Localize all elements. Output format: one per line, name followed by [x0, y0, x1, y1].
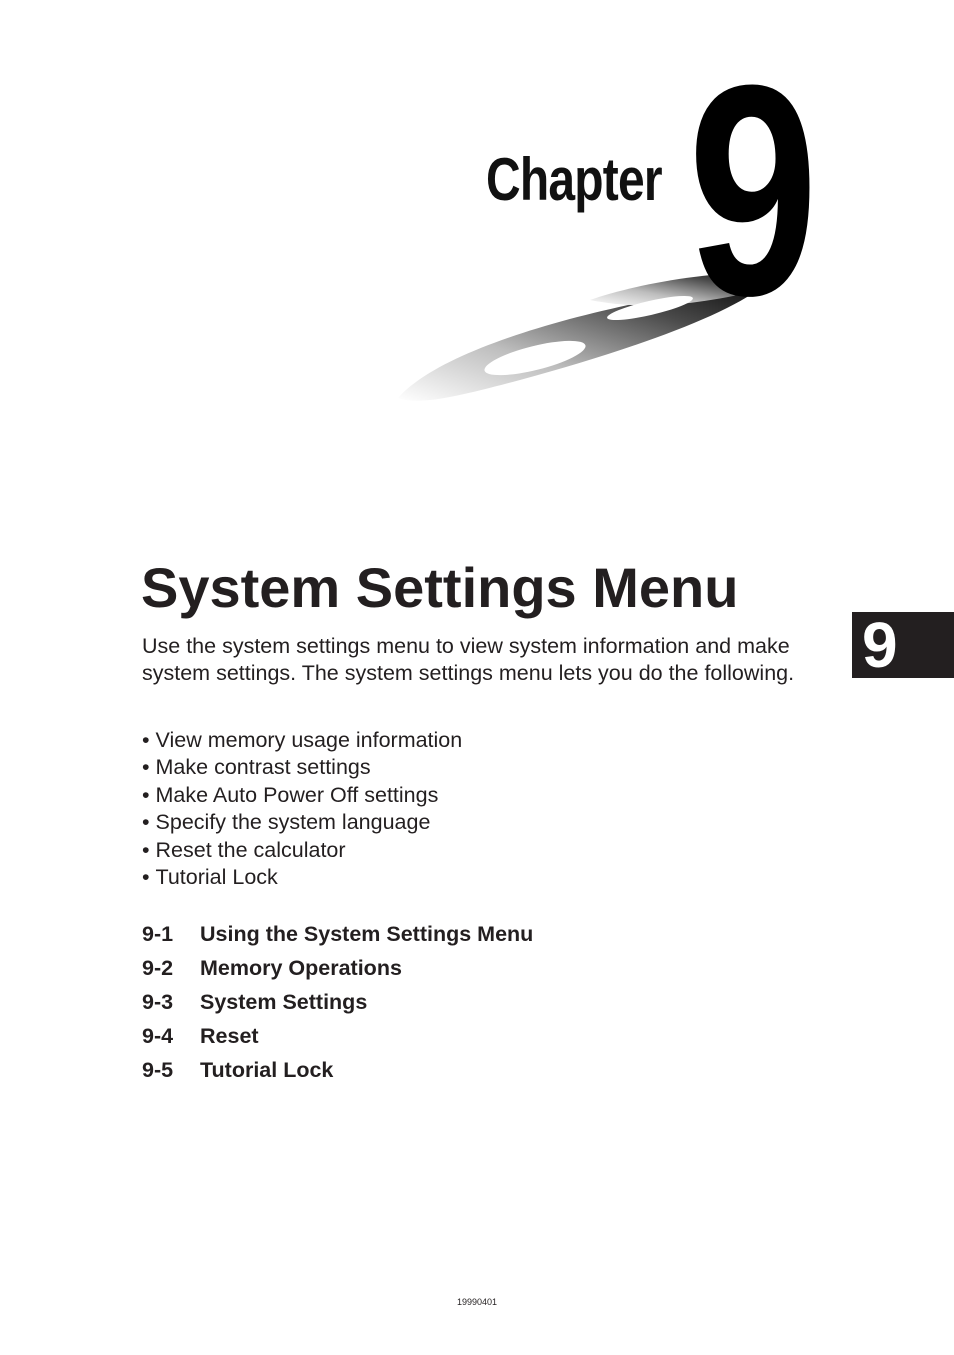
chapter-side-tab: 9	[852, 612, 954, 678]
toc-title: Using the System Settings Menu	[200, 922, 534, 946]
feature-list	[142, 727, 462, 891]
list-item: • Reset the calculator	[142, 837, 462, 864]
toc-title: System Settings	[200, 990, 368, 1014]
toc-title: Tutorial Lock	[200, 1058, 334, 1082]
toc-number: 9-4	[142, 1024, 174, 1048]
toc-entry[interactable]	[142, 1022, 533, 1056]
toc-title: Memory Operations	[200, 956, 402, 980]
chapter-label: Chapter	[486, 146, 662, 213]
list-item: • Specify the system language	[142, 809, 462, 836]
toc-number: 9-1	[142, 922, 174, 946]
toc-number: 9-3	[142, 990, 174, 1014]
toc-entry[interactable]	[142, 920, 533, 954]
section-contents	[142, 920, 533, 1090]
intro-paragraph: Use the system settings menu to view system information and make system settings. The system settings menu lets you do the following.	[142, 634, 795, 685]
chapter-number: 9	[688, 22, 814, 358]
list-item: • Make Auto Power Off settings	[142, 782, 462, 809]
toc-number: 9-5	[142, 1058, 174, 1082]
toc-title: Reset	[200, 1024, 259, 1048]
toc-entry[interactable]	[142, 988, 533, 1022]
list-item: • Make contrast settings	[142, 754, 462, 781]
list-item: • View memory usage information	[142, 727, 462, 754]
page-title: System Settings Menu	[141, 556, 739, 619]
footer-code: 19990401	[457, 1297, 498, 1307]
list-item: • Tutorial Lock	[142, 864, 462, 891]
toc-entry[interactable]	[142, 1056, 533, 1090]
toc-number: 9-2	[142, 956, 174, 980]
toc-entry[interactable]	[142, 954, 533, 988]
